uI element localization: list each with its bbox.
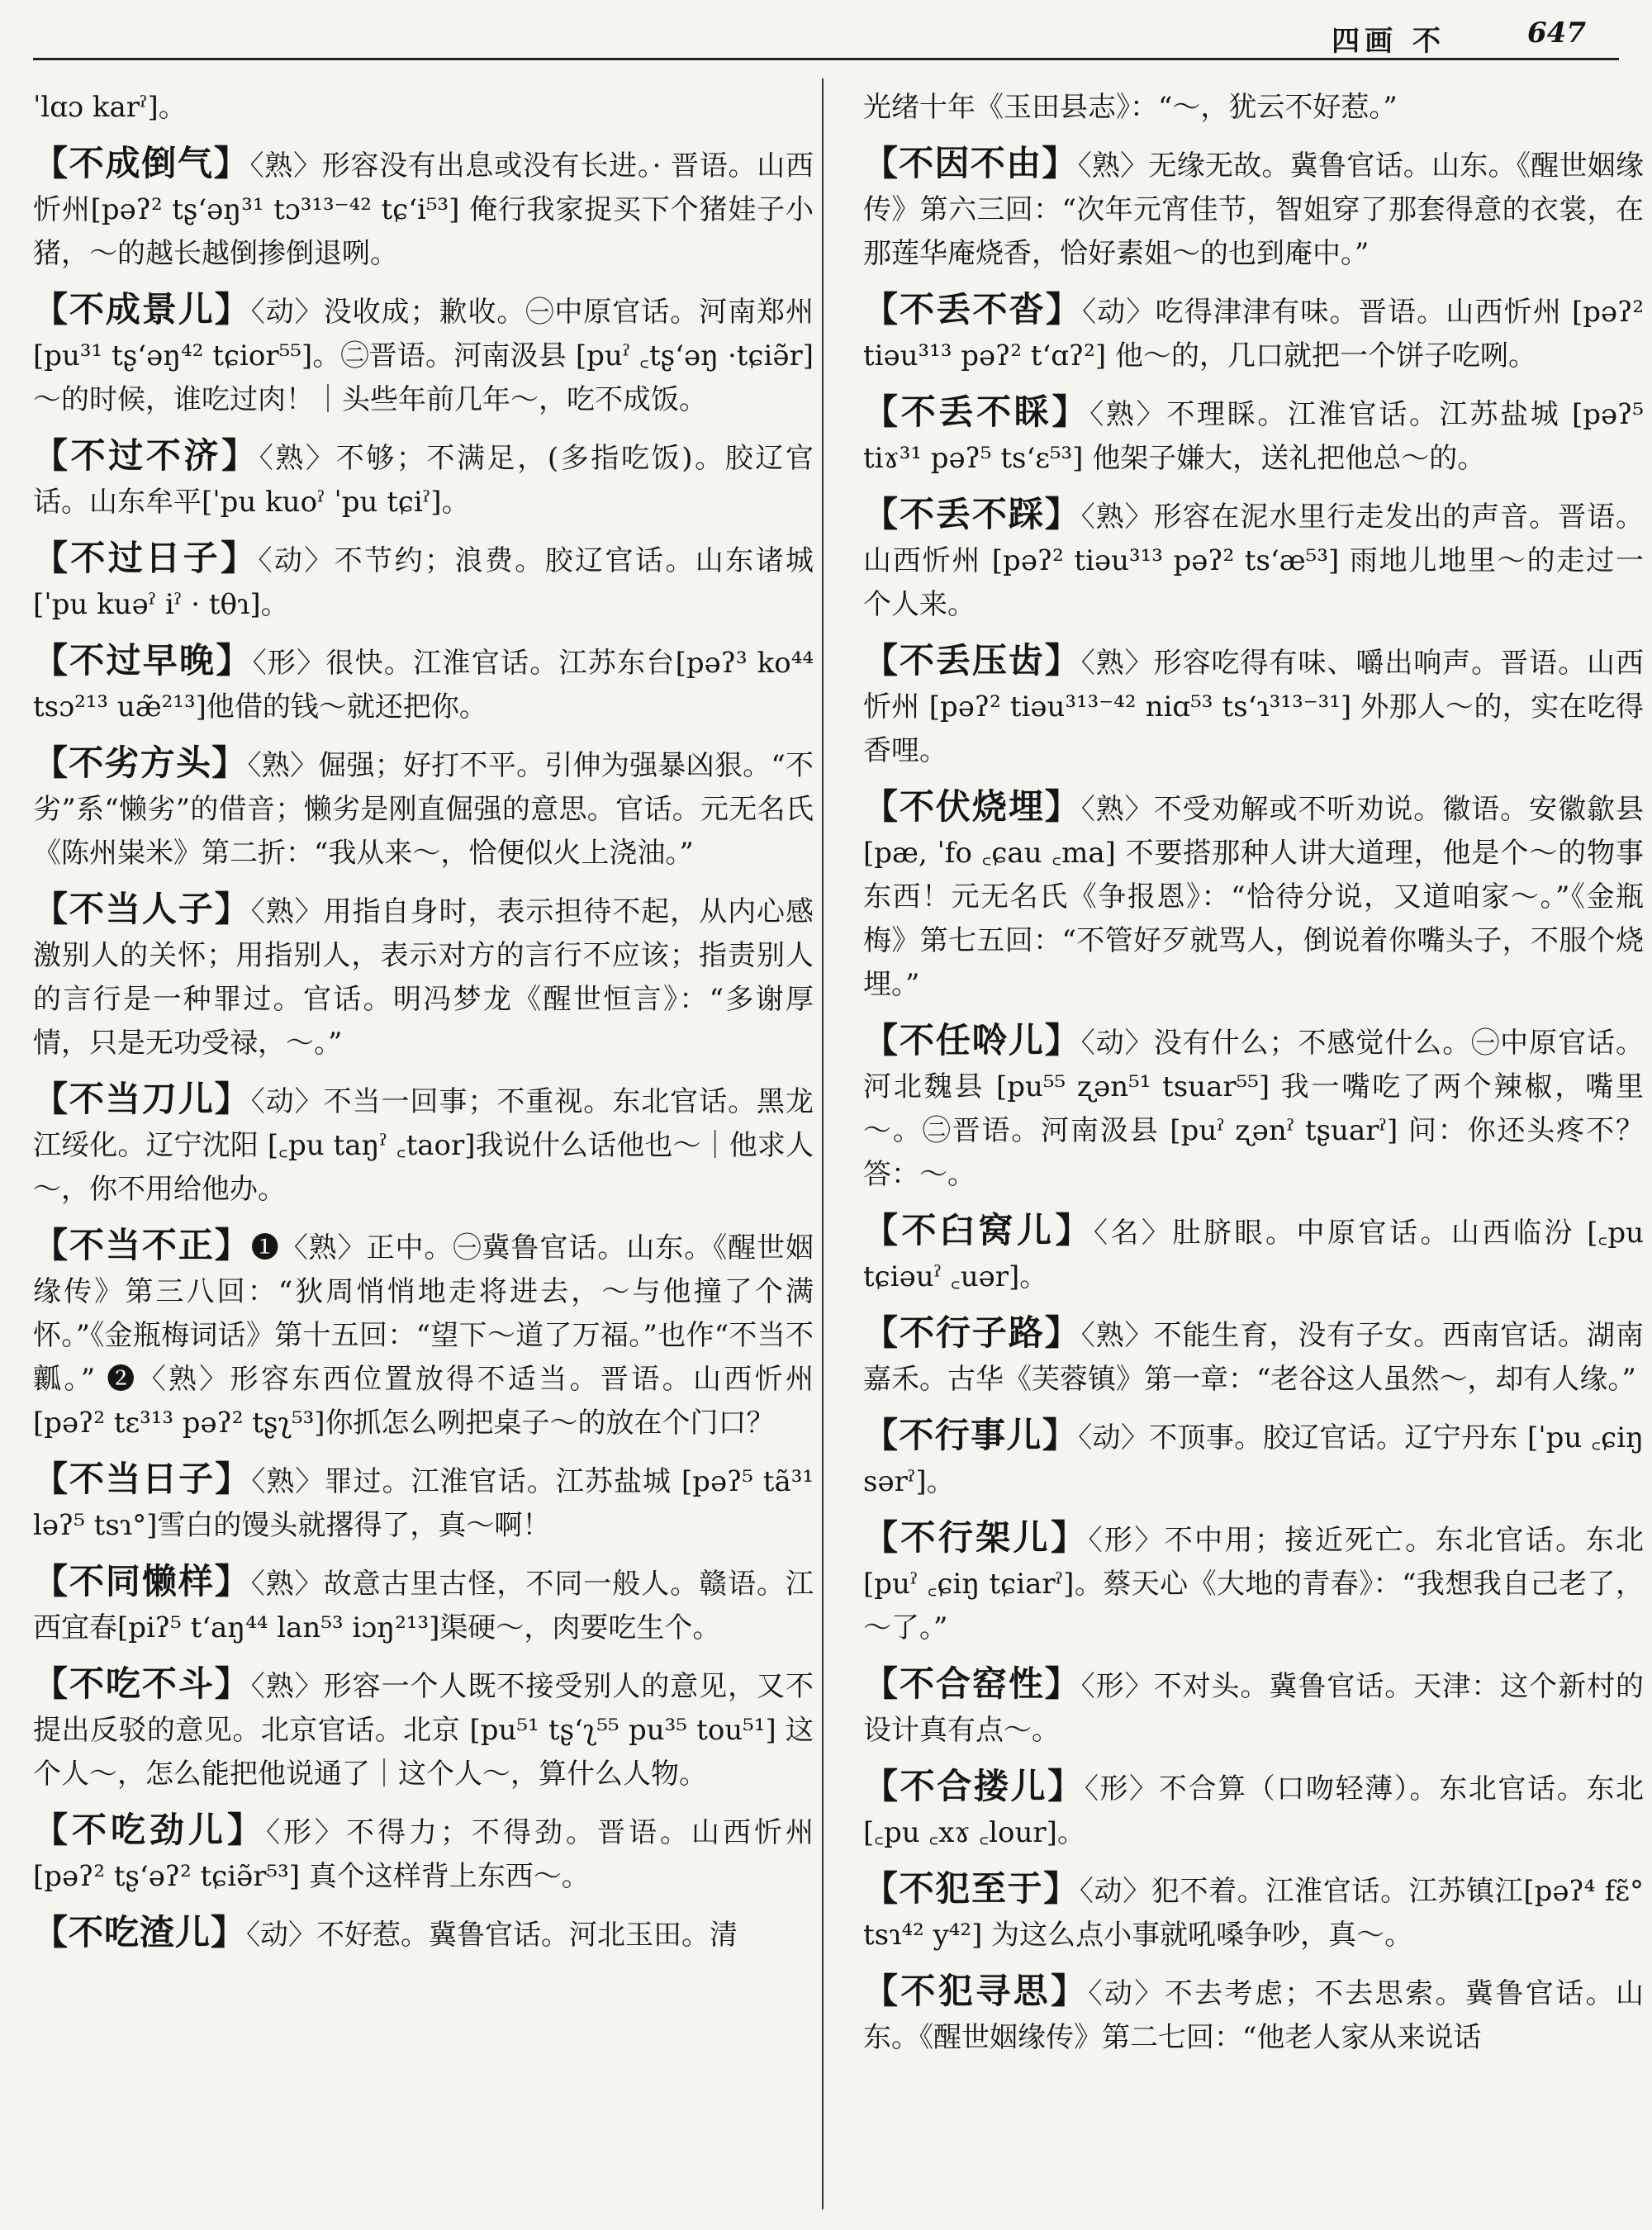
- dictionary-entry: [33, 638, 814, 729]
- entry-headword: 【不劣方头】: [33, 743, 248, 783]
- dictionary-entry: [863, 492, 1644, 627]
- page-number: 647: [1527, 17, 1586, 50]
- entry-headword: 【不行事儿】: [863, 1415, 1079, 1455]
- entry-definition: 〈熟〉形容一个人既不接受别人的意见，又不提出反驳的意见。北京官话。北京 [pu⁵¹ tʂʻʅ⁵⁵ pu³⁵ tou⁵¹] 这个人～，怎么能把他说通了｜这个人～，算什么人物。: [33, 1670, 814, 1791]
- entry-definition: 〈动〉没收成；歉收。㊀中原官话。河南郑州 [pu³¹ tʂʻəŋ⁴² tɕior⁵⁵]。㊁晋语。河南汲县 [puˀ ꜀tʂʻəŋ ·tɕiə̃r]～的时候，谁吃过肉！｜头些年前几年～，吃不成饭。: [33, 296, 814, 416]
- entry-headword: 【不合搂儿】: [863, 1766, 1085, 1806]
- dictionary-entry: [33, 83, 814, 130]
- dictionary-entry: [863, 1018, 1644, 1197]
- entry-headword: 【不犯至于】: [863, 1868, 1080, 1909]
- dictionary-entry: [863, 1764, 1644, 1855]
- entry-definition: 〈动〉不去考虑；不去思索。冀鲁官话。山东。《醒世姻缘传》第二七回：“他老人家从来说话: [863, 1977, 1644, 2054]
- entry-headword: 【不行架儿】: [863, 1517, 1089, 1558]
- entry-definition: 〈动〉没有什么；不感觉什么。㊀中原官话。河北魏县 [pu⁵⁵ ʐən⁵¹ tsuar⁵⁵] 我一嘴吃了两个辣椒，嘴里～。㊁晋语。河南汲县 [puˀ ʐənˀ tʂuarˀ] 问：你还头疼不？答：～。: [863, 1027, 1644, 1191]
- page-header: [33, 0, 1619, 60]
- dictionary-entry: [863, 1208, 1644, 1299]
- entry-headword: 【不当不正】: [33, 1225, 251, 1265]
- dictionary-entry: [863, 638, 1644, 773]
- dictionary-entry: [33, 1808, 814, 1899]
- entry-headword: 【不过日子】: [33, 538, 259, 578]
- entry-definition: 〈熟〉不理睬。江淮官话。江苏盐城 [pəʔ⁵ tiɤ³¹ pəʔ⁵ tsʻɛ⁵³] 他架子嫌大，送礼把他总～的。: [863, 398, 1644, 475]
- dictionary-entry: [863, 141, 1644, 276]
- entry-definition: 〈熟〉形容吃得有味、嚼出响声。晋语。山西忻州 [pəʔ² tiəu³¹³⁻⁴² niɑ⁵³ tsʻɿ³¹³⁻³¹] 外那人～的，实在吃得香哩。: [863, 647, 1644, 767]
- entry-headword: 【不丢不沓】: [863, 289, 1083, 330]
- dictionary-entry: [33, 1662, 814, 1796]
- entry-headword: 【不吃劲儿】: [33, 1810, 266, 1850]
- entry-headword: 【不丢不睬】: [863, 391, 1090, 432]
- column-divider: [822, 78, 824, 2209]
- entry-definition: 〈熟〉故意古里古怪，不同一般人。赣语。江西宜春[piʔ⁵ tʻaŋ⁴⁴ lan⁵³ iɔŋ²¹³]渠硬～，肉要吃生个。: [33, 1568, 814, 1644]
- dictionary-entry: [33, 1077, 814, 1212]
- dictionary-entry: [33, 141, 814, 276]
- entry-headword: 【不吃不斗】: [33, 1663, 251, 1704]
- entry-headword: 【不任唥儿】: [863, 1020, 1081, 1060]
- dictionary-entry: [33, 287, 814, 422]
- entry-definition: 〈熟〉不能生育，没有子女。西南官话。湖南嘉禾。古华《芙蓉镇》第一章：“老谷这人虽然～，却有人缘。”: [863, 1319, 1644, 1396]
- entry-definition: 〈熟〉无缘无故。冀鲁官话。山东。《醒世姻缘传》第六三回：“次年元宵佳节，智姐穿了那套得意的衣裳，在那莲华庵烧香，恰好素姐～的也到庵中。”: [863, 149, 1644, 270]
- right-column: [863, 83, 1644, 2071]
- dictionary-entry: [33, 1223, 814, 1445]
- dictionary-entry: [863, 390, 1644, 481]
- dictionary-entry: [863, 1413, 1644, 1504]
- entry-definition: 〈熟〉罪过。江淮官话。江苏盐城 [pəʔ⁵ tã³¹ ləʔ⁵ tsɿ°]雪白的馒头就撂得了，真～啊！: [33, 1465, 814, 1542]
- entry-definition: 〈形〉很快。江淮官话。江苏东台[pəʔ³ ko⁴⁴ tsɔ²¹³ uæ̃²¹³]他借的钱～就还把你。: [33, 647, 814, 724]
- entry-definition: 〈动〉犯不着。江淮官话。江苏镇江[pəʔ⁴ fɛ̃° tsɿ⁴² y⁴²] 为这么点小事就吼嗓争吵，真～。: [863, 1875, 1644, 1952]
- entry-definition: 〈名〉肚脐眼。中原官话。山西临汾 [꜀pu tɕiəuˀ ꜀uər]。: [863, 1217, 1644, 1293]
- entry-definition: ˈlɑɔ karˀ]。: [33, 91, 187, 124]
- entry-headword: 【不行子路】: [863, 1312, 1081, 1353]
- dictionary-entry: [863, 1516, 1644, 1650]
- entry-definition: 〈熟〉形容没有出息或没有长进。· 晋语。山西忻州[pəʔ² tʂʻəŋ³¹ tɔ³¹³⁻⁴² tɕʻi⁵³] 俺行我家捉买下个猪娃子小猪，～的越长越倒掺倒退咧。: [33, 149, 814, 270]
- dictionary-entry: [33, 1559, 814, 1650]
- dictionary-entry: [33, 741, 814, 875]
- entry-headword: 【不成倒气】: [33, 143, 250, 183]
- entry-definition: 〈动〉不好惹。冀鲁官话。河北玉田。清: [246, 1919, 738, 1952]
- entry-definition: 〈熟〉倔强；好打不平。引伸为强暴凶狠。“不劣”系“懒劣”的借音；懒劣是刚直倔强的意思。官话。元无名氏《陈州粜米》第二折：“我从来～，恰便似火上浇油。”: [33, 749, 814, 870]
- entry-headword: 【不丢不踩】: [863, 494, 1081, 534]
- entry-headword: 【不臼窝儿】: [863, 1210, 1094, 1250]
- entry-headword: 【不过不济】: [33, 435, 259, 476]
- entry-headword: 【不因不由】: [863, 143, 1078, 183]
- dictionary-entry: [33, 1910, 814, 1957]
- entry-definition: 〈动〉吃得津津有味。晋语。山西忻州 [pəʔ² tiəu³¹³ pəʔ² tʻɑʔ²] 他～的，几口就把一个饼子吃咧。: [863, 296, 1644, 372]
- entry-headword: 【不合窑性】: [863, 1663, 1081, 1704]
- entry-headword: 【不吃渣儿】: [33, 1912, 247, 1952]
- dictionary-entry: [863, 83, 1644, 130]
- dictionary-entry: [863, 1969, 1644, 2060]
- entry-headword: 【不当日子】: [33, 1459, 252, 1499]
- dictionary-entry: [863, 1867, 1644, 1957]
- entry-definition: 〈形〉不中用；接近死亡。东北官话。东北 [puˀ ꜀ɕiŋ tɕiarˀ]。蔡天心《大地的青春》：“我想我自己老了，～了。”: [863, 1524, 1644, 1644]
- left-column: [33, 83, 814, 1969]
- entry-headword: 【不当人子】: [33, 889, 251, 929]
- entry-definition: 〈形〉不对头。冀鲁官话。天津：这个新村的设计真有点～。: [863, 1670, 1644, 1747]
- dictionary-entry: [33, 434, 814, 524]
- entry-definition: 〈熟〉不受劝解或不听劝说。徽语。安徽歙县 [pæ, ˈfo ꜀ɕau ꜀ma] 不要搭那种人讲大道理，他是个～的物事东西！元无名氏《争报恩》：“恰待分说，又道咱家～。”《金瓶梅》第七五回：“不管好歹就骂人，倒说着你嘴头子，不服个烧埋。”: [863, 793, 1644, 1001]
- entry-headword: 【不过早晚】: [33, 640, 253, 681]
- entry-definition: 〈熟〉形容在泥水里行走发出的声音。晋语。山西忻州 [pəʔ² tiəu³¹³ pəʔ² tsʻæ⁵³] 雨地儿地里～的走过一个人来。: [863, 501, 1644, 621]
- dictionary-entry: [33, 536, 814, 627]
- entry-definition: 〈熟〉不够；不满足，(多指吃饭)。胶辽官话。山东牟平[ˈpu kuoˀ ˈpu tɕiˀ]。: [33, 442, 814, 519]
- dictionary-entry: [863, 287, 1644, 378]
- entry-definition: 〈动〉不节约；浪费。胶辽官话。山东诸城[ˈpu kuəˀ iˀ · tθɿ]。: [33, 544, 814, 621]
- entry-headword: 【不当刀儿】: [33, 1079, 251, 1119]
- entry-headword: 【不犯寻思】: [863, 1971, 1089, 2011]
- dictionary-entry: [33, 1457, 814, 1548]
- entry-definition: 〈动〉不当一回事；不重视。东北官话。黑龙江绥化。辽宁沈阳 [꜀pu taŋˀ ꜀taor]我说什么话他也～｜他求人～，你不用给他办。: [33, 1085, 814, 1206]
- entry-headword: 【不丢压齿】: [863, 640, 1081, 681]
- entry-headword: 【不成景儿】: [33, 289, 251, 330]
- entry-headword: 【不同懒样】: [33, 1561, 251, 1601]
- entry-definition: 〈形〉不得力；不得劲。晋语。山西忻州 [pəʔ² tʂʻəʔ² tɕiə̃r⁵³] 真个这样背上东西～。: [33, 1816, 814, 1893]
- entry-definition: 光绪十年《玉田县志》：“～，犹云不好惹。”: [863, 91, 1398, 124]
- entry-definition: 〈形〉不合算（口吻轻薄）。东北官话。东北 [꜀pu ꜀xɤ ꜀lour]。: [863, 1772, 1644, 1849]
- dictionary-entry: [33, 887, 814, 1065]
- header-section-title: 四画 不: [1332, 25, 1446, 58]
- entry-definition: ❶〈熟〉正中。㊀冀鲁官话。山东。《醒世姻缘传》第三八回：“狄周悄悄地走将进去，～与他撞了个满怀。”《金瓶梅词话》第十五回：“望下～道了万福。”也作“不当不瓤。” ❷〈熟〉形容东西位置放得不适当。晋语。山西忻州 [pəʔ² tɛ³¹³ pəʔ² tʂʅ⁵³]你抓怎么咧把桌子～的放在个门口？: [33, 1231, 814, 1440]
- entry-definition: 〈动〉不顶事。胶辽官话。辽宁丹东 [ˈpu ꜀ɕiŋ sərˀ]。: [863, 1421, 1644, 1498]
- dictionary-entry: [863, 785, 1644, 1007]
- dictionary-entry: [863, 1662, 1644, 1753]
- entry-definition: 〈熟〉用指自身时，表示担待不起，从内心感激别人的关怀；用指别人，表示对方的言行不应该；指责别人的言行是一种罪过。官话。明冯梦龙《醒世恒言》：“多谢厚情，只是无功受禄，～。”: [33, 895, 814, 1060]
- dictionary-entry: [863, 1311, 1644, 1402]
- entry-headword: 【不伏烧埋】: [863, 786, 1081, 827]
